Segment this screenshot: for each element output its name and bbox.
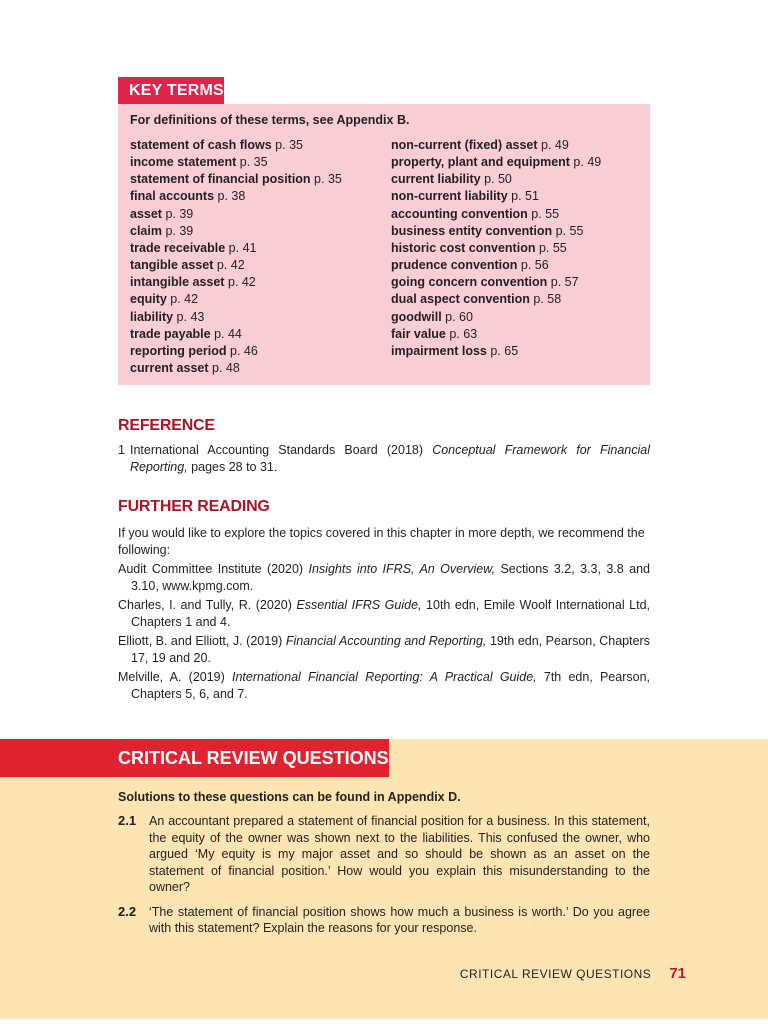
key-term: goodwill [391, 309, 442, 324]
key-term-item [130, 206, 342, 223]
key-term: prudence convention [391, 258, 518, 273]
key-term-item [391, 154, 601, 171]
key-term: income statement [130, 155, 237, 170]
key-term-page: p. 55 [527, 206, 560, 221]
key-term: reporting period [130, 343, 227, 358]
further-reading-author: Melville, A. (2019) [118, 670, 232, 684]
key-term: current asset [130, 361, 209, 376]
key-term-page: p. 42 [166, 292, 199, 307]
question-text: An accountant prepared a statement of financial position for a business. In this statement, the equity of the owner was shown next to the liabilities. This confused the owner, who argued ‘My equity is my major asset and so should be shown as an asset on the statement of financial position.’ How would you explain this misunderstanding to the owner? [149, 814, 650, 894]
key-term-item [391, 343, 601, 360]
further-reading-heading: FURTHER READING [118, 498, 270, 515]
key-term-page: p. 42 [213, 258, 245, 273]
key-term-page: p. 35 [271, 138, 303, 152]
further-reading-title: Financial Accounting and Reporting, [285, 634, 487, 648]
further-reading-title: International Financial Reporting: A Practical Guide, [232, 670, 537, 684]
key-term-page: p. 44 [210, 326, 242, 341]
key-term-page: p. 41 [225, 240, 257, 255]
further-reading-details: 7th edn, Pearson, Chapters 5, 6, and 7. [131, 670, 651, 701]
key-terms-left-column [130, 137, 342, 377]
critical-review-heading: CRITICAL REVIEW QUESTIONS [0, 739, 389, 777]
key-term-item [391, 257, 601, 274]
key-term-item [391, 137, 601, 154]
further-reading-item [118, 669, 650, 702]
key-term-item [391, 223, 601, 240]
key-term-item [130, 137, 342, 154]
key-term-page: p. 43 [173, 309, 205, 324]
key-term: trade receivable [130, 240, 226, 255]
further-reading-item [118, 597, 650, 630]
key-term-page: p. 35 [310, 172, 342, 187]
question-number: 2.1 [118, 813, 137, 828]
key-term-page: p. 60 [441, 309, 473, 324]
key-term-item [391, 206, 601, 223]
key-terms-intro: For definitions of these terms, see Appendix B. [130, 113, 410, 127]
reference-heading: REFERENCE [118, 417, 215, 434]
key-term: statement of financial position [130, 172, 311, 187]
question-item [118, 904, 650, 937]
further-reading-details: 10th edn, Emile Woolf International Ltd, Chapters 1 and 4. [131, 598, 650, 629]
reference-number: 1 [118, 443, 125, 457]
key-term-page: p. 46 [226, 343, 258, 358]
key-term: property, plant and equipment [391, 155, 570, 170]
further-reading-author: Charles, I. and Tully, R. (2020) [118, 598, 297, 612]
key-term: dual aspect convention [391, 292, 530, 307]
key-term-page: p. 65 [486, 343, 519, 358]
key-term-page: p. 42 [224, 275, 256, 290]
key-term-page: p. 49 [569, 155, 602, 170]
further-reading-block [118, 525, 650, 705]
further-reading-author: Elliott, B. and Elliott, J. (2019) [118, 634, 286, 648]
key-term-page: p. 56 [517, 258, 549, 273]
key-term-item [391, 171, 601, 188]
key-term: current liability [391, 172, 481, 187]
key-term-item [130, 240, 342, 257]
further-reading-author: Audit Committee Institute (2020) [118, 562, 309, 576]
key-term-page: p. 51 [507, 189, 539, 204]
key-term-item [130, 343, 342, 360]
question-number: 2.2 [118, 903, 137, 919]
key-term-page: p. 55 [535, 240, 567, 255]
key-terms-box [118, 104, 650, 385]
key-term: liability [130, 309, 174, 324]
key-term-item [391, 274, 601, 291]
key-term: accounting convention [391, 206, 528, 221]
key-term-item [130, 291, 342, 308]
key-term-page: p. 48 [208, 361, 240, 376]
further-reading-title: Essential IFRS Guide, [296, 598, 422, 612]
further-reading-title: Insights into IFRS, An Overview, [308, 562, 496, 576]
key-term: going concern convention [391, 275, 548, 290]
further-reading-details: 19th edn, Pearson, Chapters 17, 19 and 20. [131, 634, 650, 665]
key-term-page: p. 57 [547, 275, 579, 290]
key-term: historic cost convention [391, 240, 536, 255]
key-term-page: p. 49 [537, 138, 569, 152]
further-reading-details: Sections 3.2, 3.3, 3.8 and 3.10, www.kpmg.com. [131, 562, 650, 593]
key-term-page: p. 39 [161, 223, 194, 238]
critical-review-intro: Solutions to these questions can be found in Appendix D. [118, 790, 461, 804]
key-term-item [130, 257, 342, 274]
question-list [118, 813, 650, 945]
reference-author: International Accounting Standards Board (2018) [130, 443, 433, 457]
key-term: business entity convention [391, 223, 553, 238]
further-reading-intro: If you would like to explore the topics covered in this chapter in more depth, we recommend the following: [118, 526, 645, 557]
key-term-item [130, 326, 342, 343]
key-term: impairment loss [391, 343, 487, 358]
running-title: CRITICAL REVIEW QUESTIONS [459, 967, 652, 981]
reference-list [118, 442, 650, 475]
key-term: equity [130, 292, 167, 307]
key-term-page: p. 55 [552, 223, 584, 238]
key-term-item [130, 223, 342, 240]
page-number: 71 [669, 965, 686, 982]
question-text: ‘The statement of financial position shows how much a business is worth.’ Do you agree with this statement? Explain the reasons for your response. [149, 904, 650, 935]
further-reading-item [118, 633, 650, 666]
key-term-page: p. 35 [236, 155, 268, 170]
key-term-page: p. 39 [161, 206, 194, 221]
key-term-item [130, 274, 342, 291]
further-reading-item [118, 561, 650, 594]
key-term: fair value [391, 326, 446, 341]
reference-item [118, 442, 650, 475]
key-term-item [130, 188, 342, 205]
key-term: statement of cash flows [130, 138, 272, 152]
key-term-item [130, 309, 342, 326]
question-item [118, 813, 650, 896]
key-term: trade payable [130, 326, 211, 341]
key-term: asset [130, 206, 162, 221]
key-term-item [391, 309, 601, 326]
reference-pages: pages 28 to 31. [187, 459, 278, 474]
key-term: claim [130, 223, 162, 238]
key-term-page: p. 50 [480, 172, 512, 187]
key-term-item [130, 171, 342, 188]
key-term-item [391, 291, 601, 308]
key-term-item [391, 188, 601, 205]
key-term-item [391, 326, 601, 343]
key-term-page: p. 58 [529, 292, 562, 307]
key-term: tangible asset [130, 258, 214, 273]
reference-text [130, 442, 650, 475]
key-term: non-current (fixed) asset [391, 138, 538, 152]
key-terms-right-column [391, 137, 601, 360]
key-term-page: p. 63 [445, 326, 478, 341]
key-term-item [130, 154, 342, 171]
key-term-item [391, 240, 601, 257]
key-term-item [130, 360, 342, 377]
key-term: non-current liability [391, 189, 508, 204]
key-term: intangible asset [130, 275, 225, 290]
page-footer [460, 965, 686, 982]
reference-title: Conceptual Framework for Financial Reporting, [130, 443, 650, 474]
key-term-page: p. 38 [214, 189, 246, 204]
key-terms-heading: KEY TERMS [118, 77, 224, 104]
key-term: final accounts [130, 189, 215, 204]
